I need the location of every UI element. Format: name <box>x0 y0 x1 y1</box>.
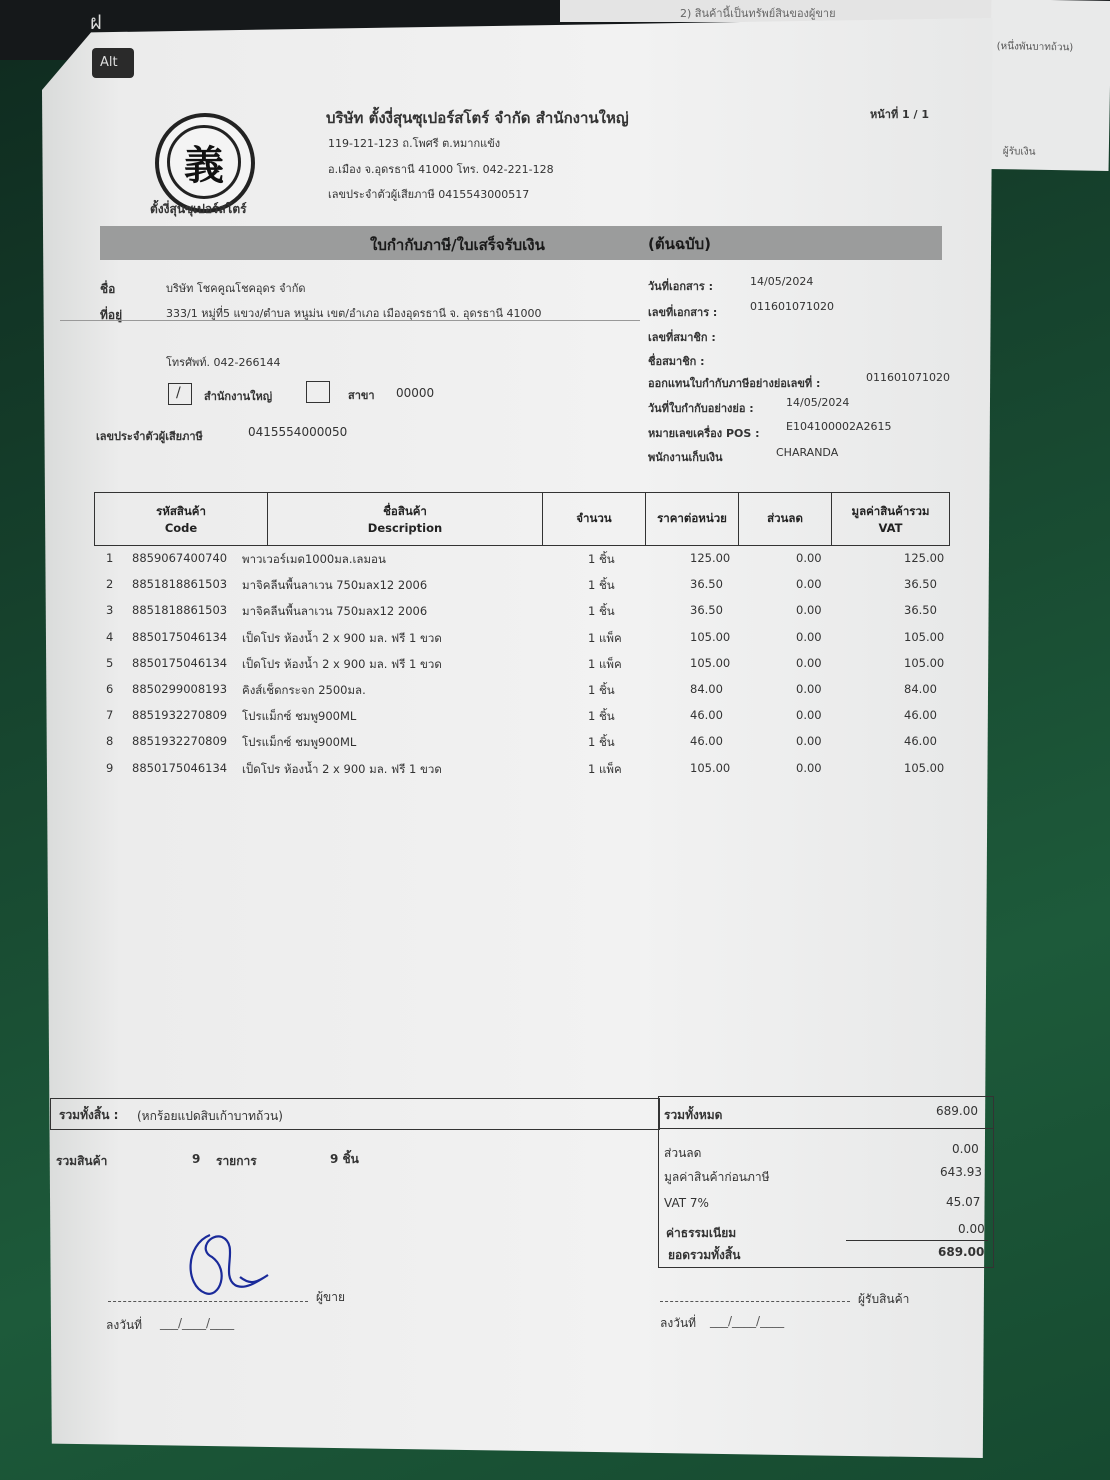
cell-no: 7 <box>106 708 114 723</box>
seller-label: ผู้ขาย <box>316 1290 346 1304</box>
cell-no: 3 <box>106 603 114 618</box>
pieces-count: 9 ชิ้น <box>330 1152 359 1166</box>
cell-code: 8851932270809 <box>132 708 228 723</box>
discount-total: 0.00 <box>952 1142 979 1156</box>
header-description <box>268 493 543 546</box>
seller-date-label: ลงวันที่ <box>106 1318 143 1332</box>
side-paper <box>989 0 1110 171</box>
receiver-date-blank: ___/____/____ <box>710 1314 785 1328</box>
net-total-label: ยอดรวมทั้งสิ้น <box>668 1248 741 1262</box>
cell-price: 105.00 <box>690 629 731 644</box>
pos-label: หมายเลขเครื่อง POS : <box>648 427 760 440</box>
alt-key-label: Alt <box>100 55 118 70</box>
customer-name-label: ชื่อ <box>100 282 116 296</box>
cell-total: 46.00 <box>904 734 937 749</box>
cell-desc: เป็ดโปร ห้องน้ำ 2 x 900 มล. ฟรี 1 ขวด <box>242 761 442 776</box>
total-words-box <box>50 1098 660 1130</box>
logo-glyph: 義 <box>167 125 241 199</box>
total-words: (หกร้อยแปดสิบเก้าบาทถ้วน) <box>137 1109 283 1123</box>
branch-label: สาขา <box>348 389 375 402</box>
cell-price: 84.00 <box>690 682 723 696</box>
company-logo <box>155 113 255 213</box>
cell-total: 105.00 <box>904 760 945 775</box>
net-total: 689.00 <box>938 1245 985 1259</box>
cell-no: 6 <box>106 682 114 696</box>
cell-desc: โปรแม็กซ์ ชมพู900ML <box>242 735 357 750</box>
page-number: หน้าที่ 1 / 1 <box>870 108 930 121</box>
cell-code: 8851932270809 <box>132 734 228 749</box>
grand-total: 689.00 <box>936 1104 978 1118</box>
cell-desc: เป็ดโปร ห้องน้ำ 2 x 900 มล. ฟรี 1 ขวด <box>242 630 442 645</box>
receiver-label: ผู้รับสินค้า <box>858 1292 910 1306</box>
cell-total: 84.00 <box>904 682 937 696</box>
ref-date: 14/05/2024 <box>786 396 850 409</box>
header-code-en: Code <box>164 521 198 535</box>
header-discount: ส่วนลด <box>739 493 832 546</box>
cell-qty: 1 ชิ้น <box>588 683 615 697</box>
cell-qty: 1 ชิ้น <box>588 604 615 619</box>
table-row <box>100 577 950 599</box>
header-quantity: จำนวน <box>543 493 646 546</box>
items-table-header <box>94 492 950 546</box>
cell-qty: 1 ชิ้น <box>588 552 615 566</box>
cell-no: 5 <box>106 655 114 670</box>
totals-divider <box>658 1128 994 1129</box>
cell-total: 46.00 <box>904 708 937 723</box>
back-paper-text: 2) สินค้านี้เป็นทรัพย์สินของผู้ขาย <box>680 7 836 20</box>
cell-disc: 0.00 <box>796 708 822 723</box>
side-paper-label: ผู้รับเงิน <box>1002 146 1036 158</box>
pre-vat-label: มูลค่าสินค้าก่อนภาษี <box>664 1170 770 1184</box>
cell-desc: พาวเวอร์เมด1000มล.เลมอน <box>242 552 386 566</box>
cell-price: 36.50 <box>690 603 723 618</box>
customer-tax-label: เลขประจำตัวผู้เสียภาษี <box>96 430 203 443</box>
table-row <box>100 734 950 756</box>
cell-disc: 0.00 <box>796 760 822 775</box>
cashier-label: พนักงานเก็บเงิน <box>648 451 723 464</box>
header-code-th: รหัสสินค้า <box>156 504 206 518</box>
cell-no: 4 <box>106 629 114 644</box>
header-total-en: VAT <box>878 521 903 535</box>
cell-disc: 0.00 <box>796 682 822 696</box>
seller-signature <box>180 1225 280 1305</box>
cell-total: 105.00 <box>904 655 945 670</box>
cell-code: 8850175046134 <box>132 760 228 775</box>
cell-desc: มาจิคลีนพื้นลาเวน 750มลx12 2006 <box>242 578 428 593</box>
customer-name: บริษัท โชคคูณโชคอุดร จำกัด <box>166 282 306 295</box>
cell-total: 125.00 <box>904 551 945 565</box>
cell-desc: เป็ดโปร ห้องน้ำ 2 x 900 มล. ฟรี 1 ขวด <box>242 656 442 671</box>
customer-address-label: ที่อยู่ <box>100 308 123 322</box>
header-desc-en: Description <box>367 521 443 535</box>
cell-qty: 1 แพ็ค <box>588 630 622 645</box>
doc-number: 011601071020 <box>750 300 834 313</box>
member-number-label: เลขที่สมาชิก : <box>648 331 716 344</box>
document-title: ใบกำกับภาษี/ใบเสร็จรับเงิน <box>370 236 545 254</box>
cell-total: 105.00 <box>904 629 945 644</box>
cell-no: 8 <box>106 734 114 749</box>
cashier-name: CHARANDA <box>776 446 839 459</box>
cell-desc: โปรแม็กซ์ ชมพู900ML <box>242 709 357 724</box>
net-divider <box>846 1240 988 1241</box>
ref-date-label: วันที่ใบกำกับอย่างย่อ : <box>648 402 754 415</box>
address-underline <box>60 320 640 321</box>
side-paper-text: (หนึ่งพันบาทถ้วน) <box>996 41 1074 54</box>
vat-label: VAT 7% <box>664 1196 709 1210</box>
cell-disc: 0.00 <box>796 603 822 618</box>
cell-price: 105.00 <box>690 655 731 670</box>
cell-code: 8859067400740 <box>132 551 228 565</box>
table-row <box>100 708 950 730</box>
cell-no: 1 <box>106 551 114 565</box>
hq-checkbox <box>168 383 192 405</box>
company-name: บริษัท ตั้งงี่สุนซุเปอร์สโตร์ จำกัด สำนักงานใหญ่ <box>326 109 629 127</box>
cell-price: 125.00 <box>690 551 731 565</box>
customer-tax-id: 0415554000050 <box>248 425 348 439</box>
receiver-date-label: ลงวันที่ <box>660 1316 697 1330</box>
table-row <box>100 656 950 678</box>
seller-date-blank: ___/____/____ <box>160 1316 235 1330</box>
key-label: ฝ <box>90 10 102 34</box>
table-row <box>100 761 950 783</box>
customer-address: 333/1 หมู่ที่5 แขวง/ตำบล หนูม่น เขต/อำเภอ เมืองอุดรธานี จ. อุดรธานี 41000 <box>166 307 542 320</box>
cell-disc: 0.00 <box>796 734 822 749</box>
items-unit: รายการ <box>216 1154 257 1168</box>
cell-code: 8850175046134 <box>132 655 228 670</box>
header-unit-price: ราคาต่อหน่วย <box>646 493 739 546</box>
branch-number: 00000 <box>396 386 435 400</box>
cell-no: 9 <box>106 760 114 775</box>
cell-desc: มาจิคลีนพื้นลาเวน 750มลx12 2006 <box>242 604 428 619</box>
customer-phone: โทรศัพท์. 042-266144 <box>166 356 281 369</box>
cell-code: 8851818861503 <box>132 577 228 592</box>
pre-vat-amount: 643.93 <box>940 1165 982 1179</box>
doc-date-label: วันที่เอกสาร : <box>648 280 714 293</box>
copy-label: (ต้นฉบับ) <box>648 235 711 253</box>
header-total-th: มูลค่าสินค้ารวม <box>851 504 930 518</box>
receiver-line <box>660 1301 850 1302</box>
cell-qty: 1 ชิ้น <box>588 735 615 750</box>
pos-number: E104100002A2615 <box>786 420 892 433</box>
ref-invoice-number: 011601071020 <box>866 371 950 384</box>
items-count: 9 <box>192 1152 201 1166</box>
cell-disc: 0.00 <box>796 551 822 565</box>
title-bar <box>100 226 942 260</box>
cell-disc: 0.00 <box>796 655 822 670</box>
total-words-label: รวมทั้งสิ้น : <box>59 1108 119 1122</box>
cell-price: 46.00 <box>690 734 723 749</box>
header-total <box>832 493 950 546</box>
fee-amount: 0.00 <box>958 1222 985 1236</box>
cell-code: 8850175046134 <box>132 629 228 644</box>
header-code <box>95 493 268 546</box>
company-taxid: เลขประจำตัวผู้เสียภาษี 0415543000517 <box>328 188 530 201</box>
cell-price: 46.00 <box>690 708 723 723</box>
table-row <box>100 603 950 625</box>
table-row <box>100 551 950 573</box>
cell-qty: 1 ชิ้น <box>588 578 615 593</box>
logo-text: ตั้งงี่สุนซุเปอร์สโตร์ <box>150 202 247 216</box>
doc-number-label: เลขที่เอกสาร : <box>648 306 718 319</box>
cell-code: 8851818861503 <box>132 603 228 618</box>
alt-key <box>92 48 134 78</box>
cell-qty: 1 ชิ้น <box>588 709 615 724</box>
cell-code: 8850299008193 <box>132 682 228 696</box>
cell-qty: 1 แพ็ค <box>588 761 622 776</box>
vat-amount: 45.07 <box>946 1195 981 1209</box>
seller-line <box>108 1301 308 1302</box>
company-address-1: 119-121-123 ถ.โพศรี ต.หมากแข้ง <box>328 137 501 150</box>
cell-total: 36.50 <box>904 577 937 592</box>
cell-price: 105.00 <box>690 760 731 775</box>
company-address-2: อ.เมือง จ.อุดรธานี 41000 โทร. 042-221-128 <box>328 163 554 176</box>
header-desc-th: ชื่อสินค้า <box>383 504 427 518</box>
doc-date: 14/05/2024 <box>750 275 814 288</box>
items-count-label: รวมสินค้า <box>56 1154 108 1168</box>
member-name-label: ชื่อสมาชิก : <box>648 355 705 368</box>
cell-no: 2 <box>106 577 114 592</box>
fee-label: ค่าธรรมเนียม <box>666 1226 737 1240</box>
cell-price: 36.50 <box>690 577 723 592</box>
cell-desc: คิงส์เช็ดกระจก 2500มล. <box>242 683 366 697</box>
grand-total-label: รวมทั้งหมด <box>664 1108 723 1122</box>
table-row <box>100 630 950 652</box>
cell-disc: 0.00 <box>796 577 822 592</box>
cell-qty: 1 แพ็ค <box>588 656 622 671</box>
branch-checkbox <box>306 381 330 403</box>
cell-total: 36.50 <box>904 603 937 618</box>
cell-disc: 0.00 <box>796 629 822 644</box>
discount-label: ส่วนลด <box>664 1146 702 1160</box>
hq-check-mark: / <box>176 385 181 401</box>
ref-invoice-label: ออกแทนใบกำกับภาษีอย่างย่อเลขที่ : <box>648 377 821 390</box>
table-row <box>100 682 950 704</box>
hq-label: สำนักงานใหญ่ <box>204 390 273 403</box>
